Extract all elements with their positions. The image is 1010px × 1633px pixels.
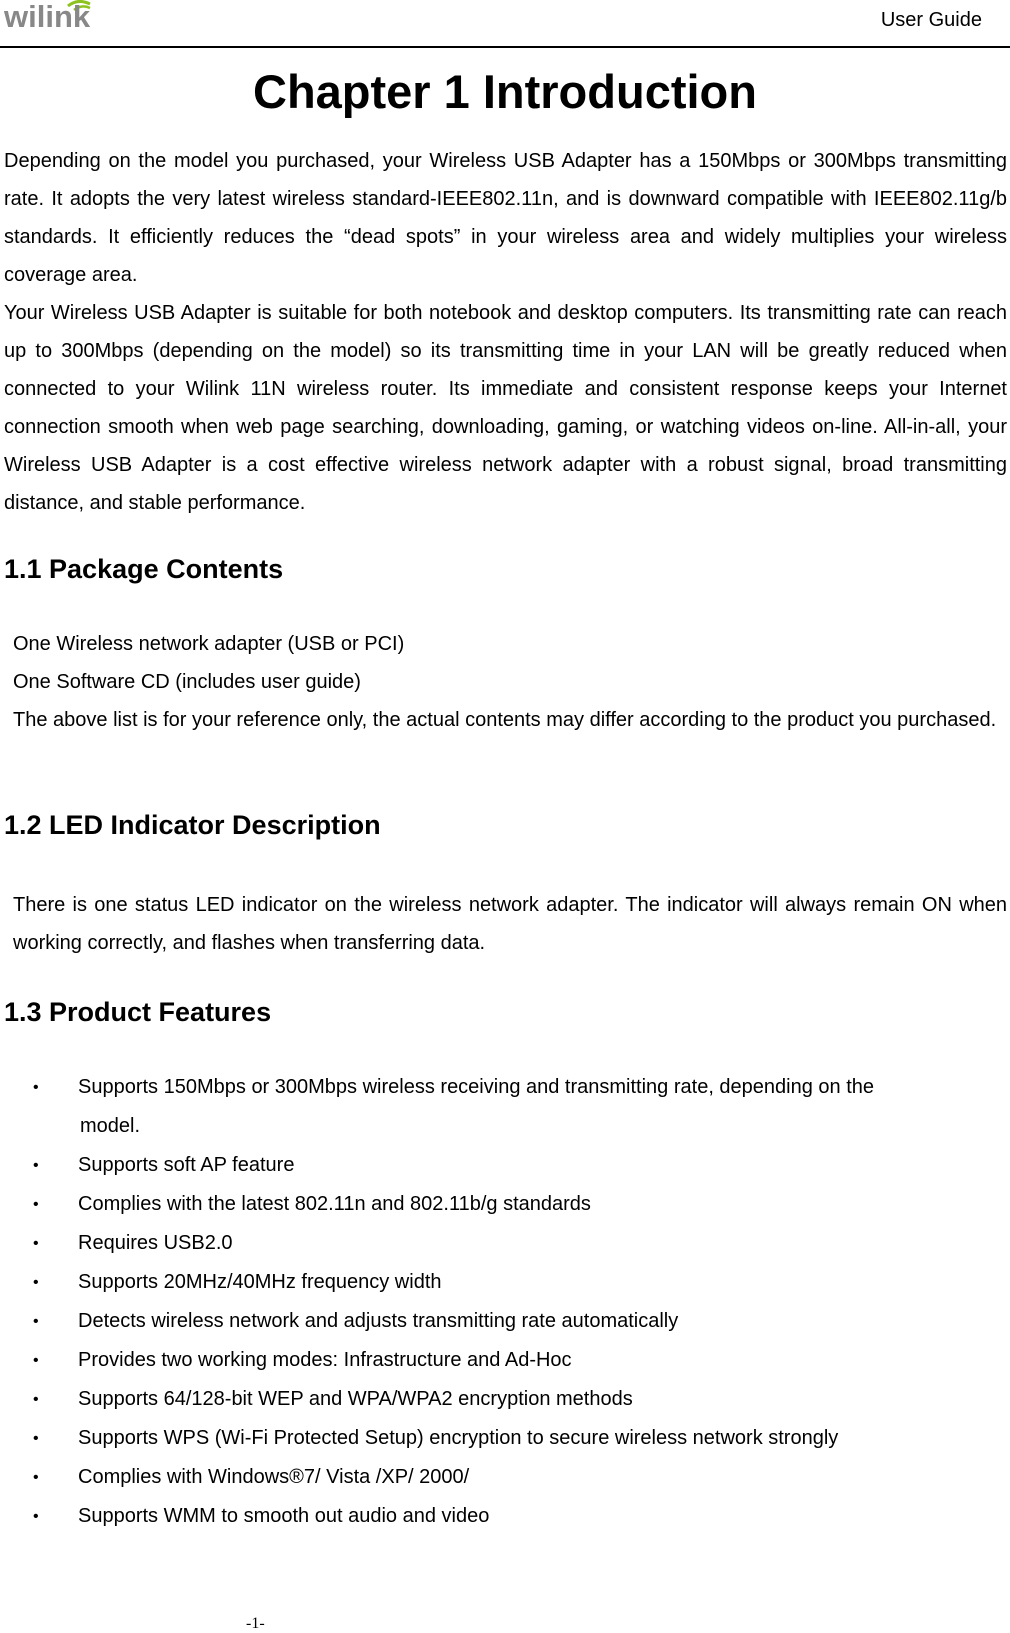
product-features-list — [0, 1068, 1010, 1536]
feature-text: Provides two working modes: Infrastructure and Ad-Hoc — [78, 1349, 572, 1371]
feature-text: Complies with Windows®7/ Vista /XP/ 2000/ — [78, 1466, 470, 1488]
section-heading-package-contents: 1.1 Package Contents — [4, 554, 284, 584]
section-heading-product-features: 1.3 Product Features — [4, 997, 272, 1027]
feature-text: Supports WPS (Wi-Fi Protected Setup) encryption to secure wireless network strongly — [78, 1427, 839, 1449]
package-note: The above list is for your reference only, the actual contents may differ according to the product you purchased. — [13, 709, 997, 731]
feature-text: Requires USB2.0 — [78, 1232, 233, 1254]
bullet-icon: • — [33, 1196, 39, 1213]
list-item — [0, 1224, 1010, 1263]
package-item-adapter: One Wireless network adapter (USB or PCI) — [13, 633, 405, 655]
bullet-icon: • — [33, 1235, 39, 1252]
feature-text: Supports 20MHz/40MHz frequency width — [78, 1271, 442, 1293]
list-item — [0, 1380, 1010, 1419]
list-item — [0, 1302, 1010, 1341]
feature-text: Supports 64/128-bit WEP and WPA/WPA2 encryption methods — [78, 1388, 633, 1410]
section-heading-led-indicator: 1.2 LED Indicator Description — [4, 810, 381, 840]
bullet-icon: • — [33, 1079, 39, 1096]
intro-paragraph-1: Depending on the model you purchased, your Wireless USB Adapter has a 150Mbps or 300Mbps transmitting rate. It adopts the very latest wireless standard-IEEE802.11n, and is downward compatible with IEEE802.11g/b standards. It efficiently reduces the “dead spots” in your wireless area and widely multiplies your wireless coverage area. — [4, 150, 1007, 286]
bullet-icon: • — [33, 1430, 39, 1447]
feature-text: Supports 150Mbps or 300Mbps wireless receiving and transmitting rate, depending on the — [78, 1076, 875, 1098]
list-item — [0, 1068, 1010, 1146]
bullet-icon: • — [33, 1469, 39, 1486]
intro-paragraph-2: Your Wireless USB Adapter is suitable for both notebook and desktop computers. Its transmitting rate can reach up to 300Mbps (depending on the model) so its transmitting time in your LAN will be greatly reduced when connected to your Wilink 11N wireless router. Its immediate and consistent response keeps your Internet connection smooth when web page searching, downloading, gaming, or watching videos on-line. All-in-all, your Wireless USB Adapter is a cost effective wireless network adapter with a robust signal, broad transmitting distance, and stable performance. — [4, 302, 1007, 514]
bullet-icon: • — [33, 1274, 39, 1291]
feature-text: Detects wireless network and adjusts transmitting rate automatically — [78, 1310, 679, 1332]
wilink-logo — [4, 0, 114, 34]
bullet-icon: • — [33, 1352, 39, 1369]
feature-text: Supports WMM to smooth out audio and video — [78, 1505, 490, 1527]
list-item — [0, 1419, 1010, 1458]
list-item — [0, 1146, 1010, 1185]
bullet-icon: • — [33, 1313, 39, 1330]
list-item — [0, 1458, 1010, 1497]
page-number: -1- — [246, 1615, 265, 1632]
header-document-type: User Guide — [880, 9, 982, 31]
list-item — [0, 1497, 1010, 1536]
chapter-title: Chapter 1 Introduction — [253, 65, 757, 118]
list-item — [0, 1185, 1010, 1224]
bullet-icon: • — [33, 1157, 39, 1174]
bullet-icon: • — [33, 1391, 39, 1408]
package-item-software-cd: One Software CD (includes user guide) — [13, 671, 361, 693]
feature-text: Supports soft AP feature — [78, 1154, 295, 1176]
feature-text-continuation: model. — [80, 1115, 141, 1137]
svg-text:wilink: wilink — [4, 0, 91, 34]
list-item — [0, 1341, 1010, 1380]
list-item — [0, 1263, 1010, 1302]
led-description: There is one status LED indicator on the wireless network adapter. The indicator will always remain ON when working correctly, and flashes when transferring data. — [13, 894, 1007, 954]
feature-text: Complies with the latest 802.11n and 802.11b/g standards — [78, 1193, 591, 1215]
page-header — [0, 0, 1010, 48]
bullet-icon: • — [33, 1508, 39, 1525]
